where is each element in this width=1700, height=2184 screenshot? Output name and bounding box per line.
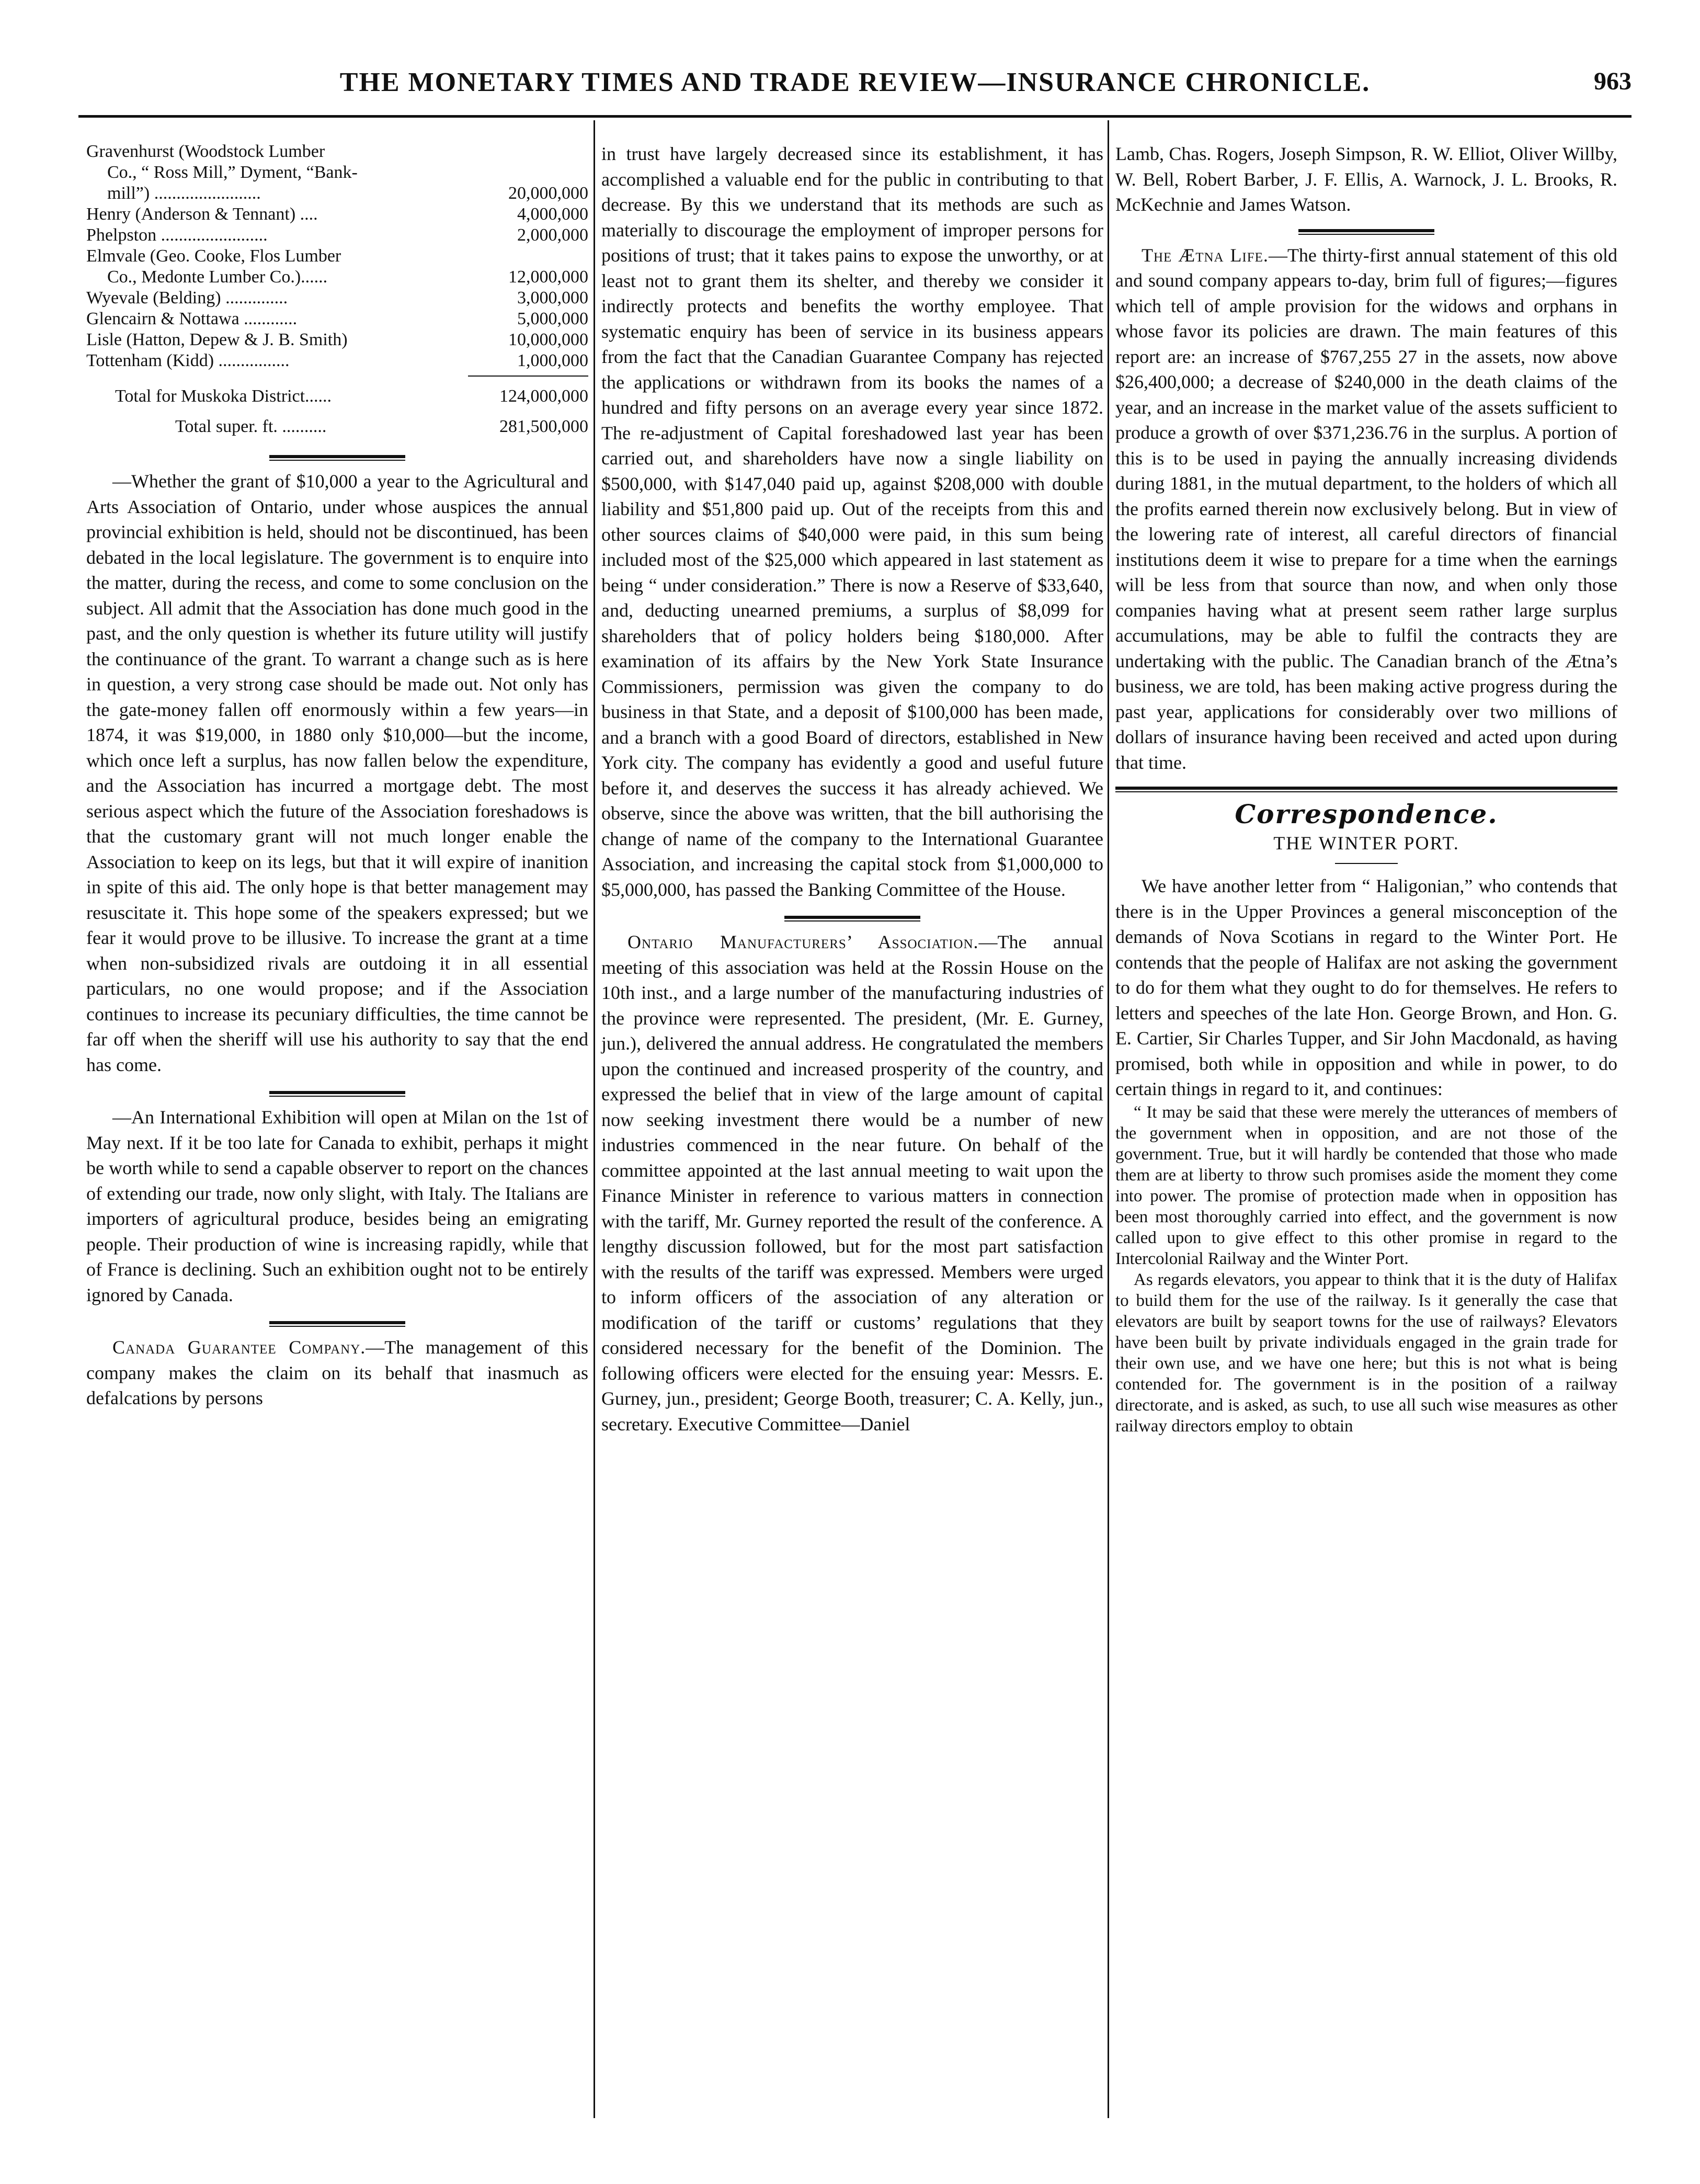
ontario-text: —The annual meeting of this association was held at the Rossin House on the 10th inst., and a large number of the manufacturing industries of the province were represented. The president, (Mr. E. Gurney, jun.), delivered the annual address. He congratulated the members upon the continued and increased prosperity of the country, and expressed the belief that in view of the large amount of capital now seeking investment there would be a number of new industries commenced in the near future. On behalf of the committee appointed at the last annual meeting to wait upon the Finance Minister in reference to various matters in connection with the tariff, Mr. Gurney reported the result of the conference. A lengthy discussion followed, but for the most part satisfaction with the results of the tariff was expressed. Members were urged to inform officers of the association of any alteration or modification of the tariff or customs’ regulations that they considered necessary for the benefit of the Dominion. The following officers were elected for the ensuing year: Messrs. E. Gurney, jun., president; George Booth, treasurer; C. A. Kelly, jun., secretary. Executive Committee—Daniel	[601, 931, 1103, 1435]
correspondence-rule	[1115, 787, 1617, 792]
lumber-row	[86, 267, 588, 288]
letter-quote	[1115, 1102, 1617, 1437]
lumber-quantity	[468, 246, 588, 267]
article-guarantee-start	[86, 1335, 588, 1411]
article-aetna	[1115, 243, 1617, 776]
section-separator	[1115, 222, 1617, 243]
lumber-location: Co., Medonte Lumber Co.)......	[107, 267, 328, 287]
lumber-row	[86, 309, 588, 329]
lumber-location: Phelpston ........................	[86, 225, 268, 245]
section-separator	[86, 1084, 588, 1105]
guarantee-heading: Canada Guarantee Company.	[112, 1337, 366, 1358]
column-1	[86, 141, 588, 1411]
column-3	[1115, 141, 1617, 1437]
article-milan: —An International Exhibition will open at Milan on the 1st of May next. If it be too late for Canada to exhibit, perhaps it might be worth while to send a capable observer to report on the chances of extending our trade, now only slight, with Italy. The Italians are importers of agricultural produce, besides being an emigrating people. Their production of wine is increasing rapidly, while that of France is declining. Such an exhibition ought not to be entirely ignored by Canada.	[86, 1107, 588, 1305]
lumber-location: Henry (Anderson & Tennant) ....	[86, 204, 318, 224]
quote-paragraph-2: As regards elevators, you appear to think that it is the duty of Halifax to build them for the use of the railway. Is it generally the case that elevators are built by seaport towns for the use of railways? Elevators have been built by private individuals engaged in the grain trade for their own use, and we have one here; but this is not what is being contended for. The government is in the position of a railway directorate, and is asked, as such, to use all such wise measures as other railway directors employ to obtain	[1115, 1270, 1617, 1436]
lumber-row	[86, 183, 588, 204]
lumber-quantity: 12,000,000	[508, 267, 588, 287]
correspondence-heading: Correspondence.	[1235, 799, 1498, 829]
lumber-row	[86, 162, 588, 183]
lumber-row	[86, 288, 588, 309]
lumber-location: Glencairn & Nottawa ............	[86, 309, 298, 328]
lumber-quantity: 4,000,000	[517, 204, 588, 224]
lumber-row	[86, 329, 588, 350]
lumber-quantity	[468, 141, 588, 162]
total-district-label: Total for Muskoka District......	[115, 386, 332, 406]
column-divider-1	[594, 120, 595, 2118]
running-title: THE MONETARY TIMES AND TRADE REVIEW—INSURANCE CHRONICLE.	[339, 67, 1371, 97]
winter-port-heading: THE WINTER PORT.	[1273, 832, 1459, 854]
article-grant: —Whether the grant of $10,000 a year to the Agricultural and Arts Association of Ontario, under whose auspices the annual provincial exhibition is held, should not be discontinued, has been debated in the local legislature. The government is to enquire into the matter, during the recess, and come to some conclusion on the subject. All admit that the Association has done much good in the past, and the only question is whether its future utility will justify the continuance of the grant. To warrant a change such as is here in question, a very strong case should be made out. Not only has the gate-money fallen off enormously within a few years—in 1874, it was $19,000, in 1880 only $10,000—but the income, which once left a surplus, has now fallen below the expenditure, and the Association has incurred a mortgage debt. The most serious aspect which the future of the Association foreshadows is that the customary grant will not much longer enable the Association to keep on its legs, but that it will expire of inanition in spite of this aid. The only hope is that better management may resuscitate it. This hope some of the speakers expressed; but we fear it would prove to be illusive. To increase the grant at a time when non-subsidized rivals are outdoing it in all essential particulars, no one would propose; and if the Association continues to increase its pecuniary difficulties, the time cannot be far off when the sheriff will use his authority to say that the end has come.	[86, 471, 588, 1075]
lumber-quantity: 20,000,000	[508, 184, 588, 203]
quote-paragraph-1: “ It may be said that these were merely the utterances of members of the government when in opposition, and are not those of the government. True, but it will hardly be contended that those who made them are at liberty to throw such promises aside the moment they come into power. The promise of protection made when in opposition has been most thoroughly carried into effect, and the government is now called upon to give effect to this other promise in regard to the Intercolonial Railway and the Winter Port.	[1115, 1102, 1617, 1268]
lumber-quantity: 3,000,000	[517, 288, 588, 308]
ontario-heading: Ontario Manufacturers’ Association.	[627, 931, 979, 952]
lumber-location: Wyevale (Belding) ..............	[86, 288, 288, 308]
lumber-location: Co., “ Ross Mill,” Dyment, “Bank-	[107, 163, 358, 182]
lumber-row	[86, 225, 588, 246]
total-super-label: Total super. ft. ..........	[175, 417, 327, 436]
total-underline	[468, 376, 588, 377]
lumber-location: Gravenhurst (Woodstock Lumber	[86, 142, 325, 161]
article-committee-continued: Lamb, Chas. Rogers, Joseph Simpson, R. W. Elliot, Oliver Willby, W. Bell, Robert Barber, J. F. Ellis, A. Warnock, J. L. Brooks, R. McKechnie and James Watson.	[1115, 143, 1617, 215]
lumber-quantity	[468, 162, 588, 183]
section-separator	[86, 1314, 588, 1335]
lumber-row	[86, 204, 588, 225]
lumber-table	[86, 141, 588, 371]
subhead-rule	[1335, 863, 1398, 864]
lumber-quantity: 5,000,000	[517, 309, 588, 328]
page-number: 963	[1594, 67, 1631, 95]
section-separator	[601, 908, 1103, 929]
total-district-row	[86, 386, 588, 407]
lumber-row	[86, 141, 588, 162]
guarantee-text-start: —The management of this company makes the claim on its behalf that inasmuch as defalcations by persons	[86, 1337, 588, 1408]
lumber-quantity: 2,000,000	[517, 225, 588, 245]
page-header	[78, 67, 1631, 104]
header-rule	[78, 115, 1631, 118]
section-separator	[86, 448, 588, 469]
aetna-heading: The Ætna Life.	[1142, 244, 1269, 266]
lumber-location: Elmvale (Geo. Cooke, Flos Lumber	[86, 246, 341, 266]
aetna-text: —The thirty-first annual statement of this old and sound company appears to-day, brim full of figures;—figures which tell of ample provision for the widows and orphans in whose favor its policies are drawn. The main features of this report are: an increase of $767,255 27 in the assets, now above $26,400,000; a decrease of $240,000 in the death claims of the year, and an increase in the market value of the assets sufficient to produce a growth of over $371,236.76 in the surplus. A portion of this is to be used in paying the annually increasing dividends during 1881, in the mutual department, to the holders of which all the profits earned therein now exclusively belong. But in view of the lowering rate of interest, all careful directors of financial institutions deem it wise to prepare for a time when the earnings will be less from that source than now, and when only those companies having what at present seem rather large surplus accumulations, may be able to fulfil the contracts they are undertaking with the public. The Canadian branch of the Ætna’s business, we are told, has been making active progress during the past year, applications for considerably over two millions of dollars of insurance having been received and acted upon during that time.	[1115, 244, 1617, 773]
total-district-value: 124,000,000	[499, 386, 588, 406]
article-guarantee-continued: in trust have largely decreased since its establishment, it has accomplished a valuable end for the public in contributing to that decrease. By this we understand that its methods are such as materially to discourage the employment of improper persons for positions of trust; that it takes pains to expose the unworthy, or at least not to grant them its shelter, and thereby we consider it indirectly protects and benefits the worthy employee. That systematic enquiry has been of service in its business appears from the fact that the Canadian Guarantee Company has rejected the applications or withdrawn from its books the names of a hundred and fifty persons on an average every year since 1872. The re-adjustment of Capital foreshadowed last year has been carried out, and shareholders have now a single liability on $500,000, with $147,040 paid up, against $208,000 with double liability and $51,800 paid up. Out of the receipts from this and other sources claims of $40,000 were paid, in this sum being included most of the $25,000 which appeared in last statement as being “ under consideration.” There is now a Reserve of $33,640, and, deducting unearned premiums, a surplus of $8,099 for shareholders that of policy holders being $180,000. After examination of its affairs by the New York State Insurance Commissioners, permission was given the company to do business in that State, and a deposit of $100,000 has been made, and a branch with a good Board of directors, established in New York city. The company has evidently a good and useful future before it, and deserves the success it has already achieved. We observe, since the above was written, that the bill authorising the change of name of the company to the International Guarantee Association, and increasing the capital stock from $1,000,000 to $5,000,000, has passed the Banking Committee of the House.	[601, 143, 1103, 900]
total-super-row	[86, 416, 588, 437]
lumber-quantity: 10,000,000	[508, 330, 588, 349]
lumber-location: Tottenham (Kidd) ................	[86, 351, 290, 370]
total-super-value: 281,500,000	[499, 417, 588, 436]
column-2	[601, 141, 1103, 1437]
lumber-location: mill”) ........................	[107, 184, 261, 203]
column-divider-2	[1108, 120, 1109, 2118]
lumber-row	[86, 246, 588, 267]
article-winter-port: We have another letter from “ Haligonian,” who contends that there is in the Upper Provinces a general misconception of the demands of Nova Scotians in regard to the Winter Port. He contends that the people of Halifax are not asking the government to do for them what they ought to do for themselves. He refers to letters and speeches of the late Hon. George Brown, and Hon. G. E. Cartier, Sir Charles Tupper, and Sir John Macdonald, as having promised, both while in opposition and while in power, to do certain things in regard to it, and continues:	[1115, 875, 1617, 1099]
article-ontario	[601, 929, 1103, 1437]
lumber-location: Lisle (Hatton, Depew & J. B. Smith)	[86, 330, 348, 349]
lumber-quantity: 1,000,000	[517, 351, 588, 370]
lumber-row	[86, 350, 588, 371]
